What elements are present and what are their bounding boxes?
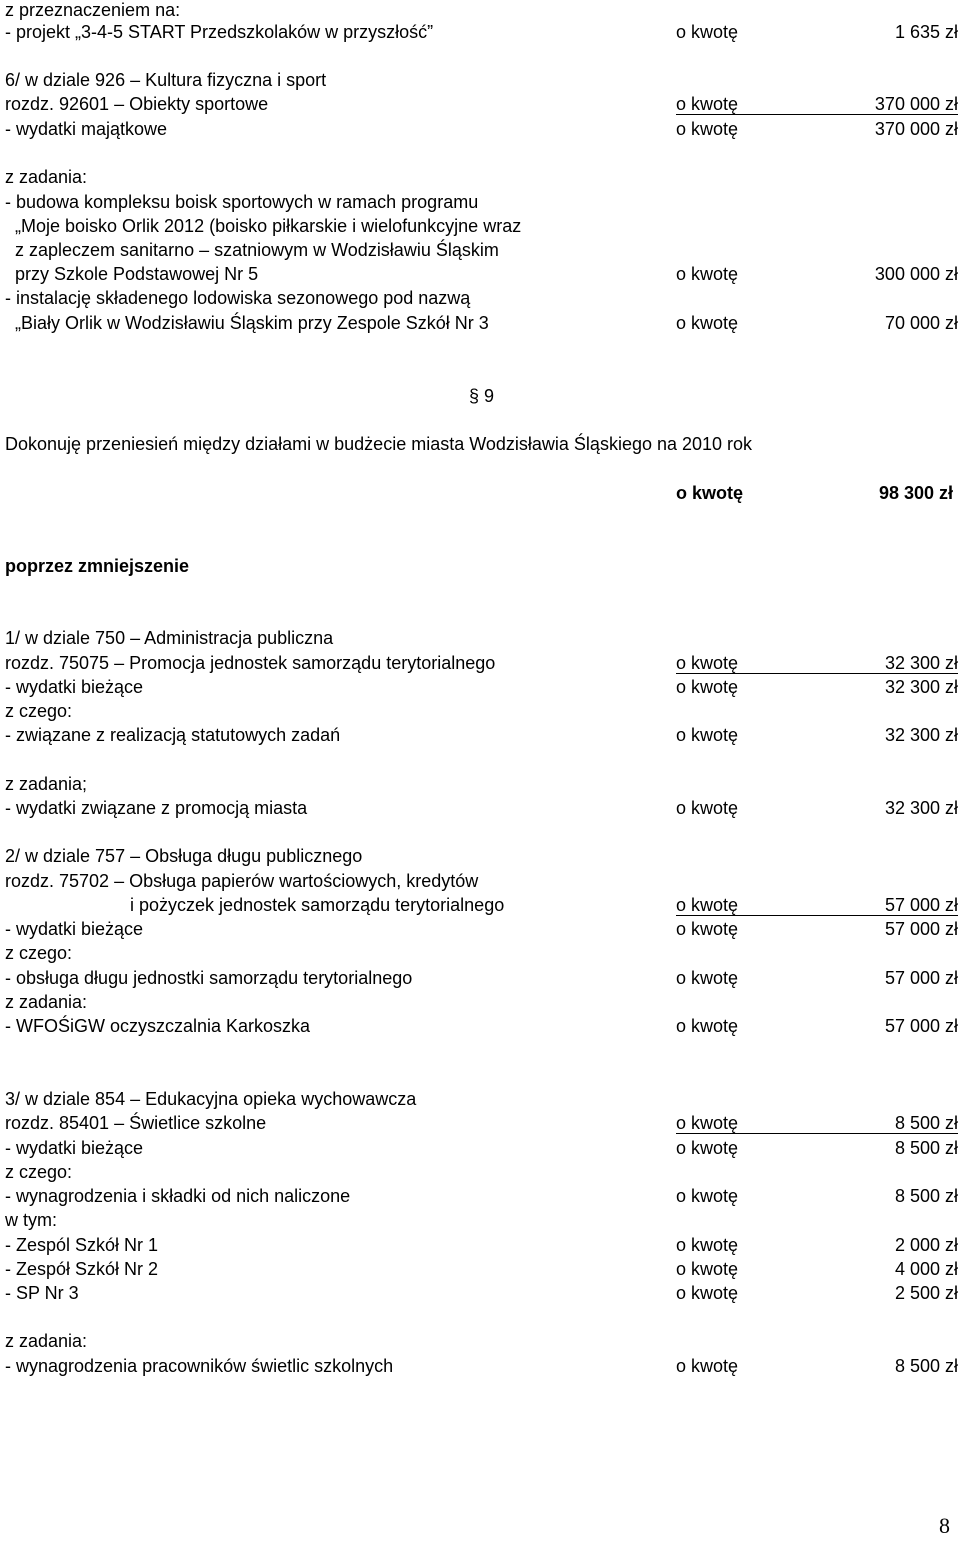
line-text: poprzez zmniejszenie bbox=[5, 556, 190, 576]
amount-label: o kwotę bbox=[676, 313, 739, 333]
line-text: 1/ w dziale 750 – Administracja publiczna bbox=[5, 628, 334, 648]
line-text: - projekt „3-4-5 START Przedszkolaków w przyszłość” bbox=[5, 22, 434, 42]
amount-label: o kwotę bbox=[676, 1356, 739, 1376]
line-text: - Zespół Szkół Nr 2 bbox=[5, 1259, 159, 1279]
amount-label: o kwotę bbox=[676, 1113, 739, 1133]
amount-value: 370 000 zł bbox=[874, 119, 958, 139]
line-text: - wydatki związane z promocją miasta bbox=[5, 798, 308, 818]
amount-value: 2 000 zł bbox=[894, 1235, 958, 1255]
amount-label: o kwotę bbox=[676, 919, 739, 939]
amount-label: o kwotę bbox=[676, 1259, 739, 1279]
line-text: w tym: bbox=[5, 1210, 57, 1230]
line-text: - wydatki bieżące bbox=[5, 919, 144, 939]
amount-label: o kwotę bbox=[676, 1235, 739, 1255]
amount-value: 8 500 zł bbox=[894, 1356, 958, 1376]
line-text: rozdz. 75075 – Promocja jednostek samorządu terytorialnego bbox=[5, 653, 496, 673]
line-text: z zadania: bbox=[5, 167, 88, 187]
amount-label: o kwotę bbox=[676, 1186, 739, 1206]
line-text: - obsługa długu jednostki samorządu terytorialnego bbox=[5, 968, 413, 988]
paragraph-heading: § 9 bbox=[469, 386, 495, 406]
line-text: z zadania; bbox=[5, 774, 88, 794]
amount-value: 8 500 zł bbox=[894, 1138, 958, 1158]
line-text: - SP Nr 3 bbox=[5, 1283, 79, 1303]
line-text: - wydatki bieżące bbox=[5, 677, 144, 697]
amount-value: 370 000 zł bbox=[874, 94, 958, 114]
line-text: „Biały Orlik w Wodzisławiu Śląskim przy Zespole Szkół Nr 3 bbox=[5, 313, 489, 333]
line-text: - wydatki bieżące bbox=[5, 1138, 144, 1158]
line-text: z przeznaczeniem na: bbox=[5, 0, 181, 20]
line-text: z czego: bbox=[5, 1162, 73, 1182]
amount-value: 70 000 zł bbox=[884, 313, 958, 333]
amount-value: 57 000 zł bbox=[884, 919, 958, 939]
line-text: 6/ w dziale 926 – Kultura fizyczna i sport bbox=[5, 70, 327, 90]
line-text: Dokonuję przeniesień między działami w budżecie miasta Wodzisławia Śląskiego na 2010 rok bbox=[5, 434, 753, 454]
amount-value: 2 500 zł bbox=[894, 1283, 958, 1303]
line-text: z czego: bbox=[5, 701, 73, 721]
amount-label: o kwotę bbox=[676, 94, 739, 114]
line-text: rozdz. 75702 – Obsługa papierów wartościowych, kredytów bbox=[5, 871, 479, 891]
line-text: z zadania: bbox=[5, 1331, 88, 1351]
amount-label: o kwotę bbox=[676, 1138, 739, 1158]
line-text: rozdz. 85401 – Świetlice szkolne bbox=[5, 1113, 267, 1133]
amount-label: o kwotę bbox=[676, 677, 739, 697]
amount-label: o kwotę bbox=[676, 119, 739, 139]
line-text: - wydatki majątkowe bbox=[5, 119, 168, 139]
amount-value: 4 000 zł bbox=[894, 1259, 958, 1279]
amount-label: o kwotę bbox=[676, 653, 739, 673]
line-text: - wynagrodzenia pracowników świetlic szkolnych bbox=[5, 1356, 394, 1376]
line-text: - Zespól Szkół Nr 1 bbox=[5, 1235, 159, 1255]
amount-value: 98 300 zł bbox=[878, 483, 953, 503]
line-text: - instalację składenego lodowiska sezonowego pod nazwą bbox=[5, 288, 471, 308]
line-text: 2/ w dziale 757 – Obsługa długu publicznego bbox=[5, 846, 363, 866]
amount-value: 1 635 zł bbox=[894, 22, 958, 42]
amount-label: o kwotę bbox=[676, 968, 739, 988]
amount-value: 57 000 zł bbox=[884, 968, 958, 988]
line-text: i pożyczek jednostek samorządu terytorialnego bbox=[5, 895, 505, 915]
amount-value: 32 300 zł bbox=[884, 653, 958, 673]
amount-label: o kwotę bbox=[676, 22, 739, 42]
amount-label: o kwotę bbox=[676, 1283, 739, 1303]
page-number: 8 bbox=[939, 1513, 950, 1538]
line-text: z zadania: bbox=[5, 992, 88, 1012]
amount-label: o kwotę bbox=[676, 895, 739, 915]
amount-value: 8 500 zł bbox=[894, 1113, 958, 1133]
amount-value: 32 300 zł bbox=[884, 798, 958, 818]
line-text: - związane z realizacją statutowych zadań bbox=[5, 725, 341, 745]
amount-value: 300 000 zł bbox=[874, 264, 958, 284]
line-text: przy Szkole Podstawowej Nr 5 bbox=[5, 264, 259, 284]
amount-value: 32 300 zł bbox=[884, 677, 958, 697]
amount-label: o kwotę bbox=[676, 1016, 739, 1036]
amount-label: o kwotę bbox=[676, 725, 739, 745]
line-text: z czego: bbox=[5, 943, 73, 963]
amount-value: 57 000 zł bbox=[884, 1016, 958, 1036]
line-text: - budowa kompleksu boisk sportowych w ramach programu bbox=[5, 192, 479, 212]
line-text: - wynagrodzenia i składki od nich naliczone bbox=[5, 1186, 351, 1206]
amount-label: o kwotę bbox=[676, 798, 739, 818]
line-text: z zapleczem sanitarno – szatniowym w Wodzisławiu Śląskim bbox=[5, 240, 499, 260]
amount-value: 32 300 zł bbox=[884, 725, 958, 745]
amount-value: 57 000 zł bbox=[884, 895, 958, 915]
line-text: - WFOŚiGW oczyszczalnia Karkoszka bbox=[5, 1016, 311, 1036]
amount-label: o kwotę bbox=[676, 264, 739, 284]
amount-label: o kwotę bbox=[676, 483, 744, 503]
line-text: rozdz. 92601 – Obiekty sportowe bbox=[5, 94, 269, 114]
line-text: „Moje boisko Orlik 2012 (boisko piłkarskie i wielofunkcyjne wraz bbox=[5, 216, 522, 236]
amount-value: 8 500 zł bbox=[894, 1186, 958, 1206]
line-text: 3/ w dziale 854 – Edukacyjna opieka wychowawcza bbox=[5, 1089, 417, 1109]
